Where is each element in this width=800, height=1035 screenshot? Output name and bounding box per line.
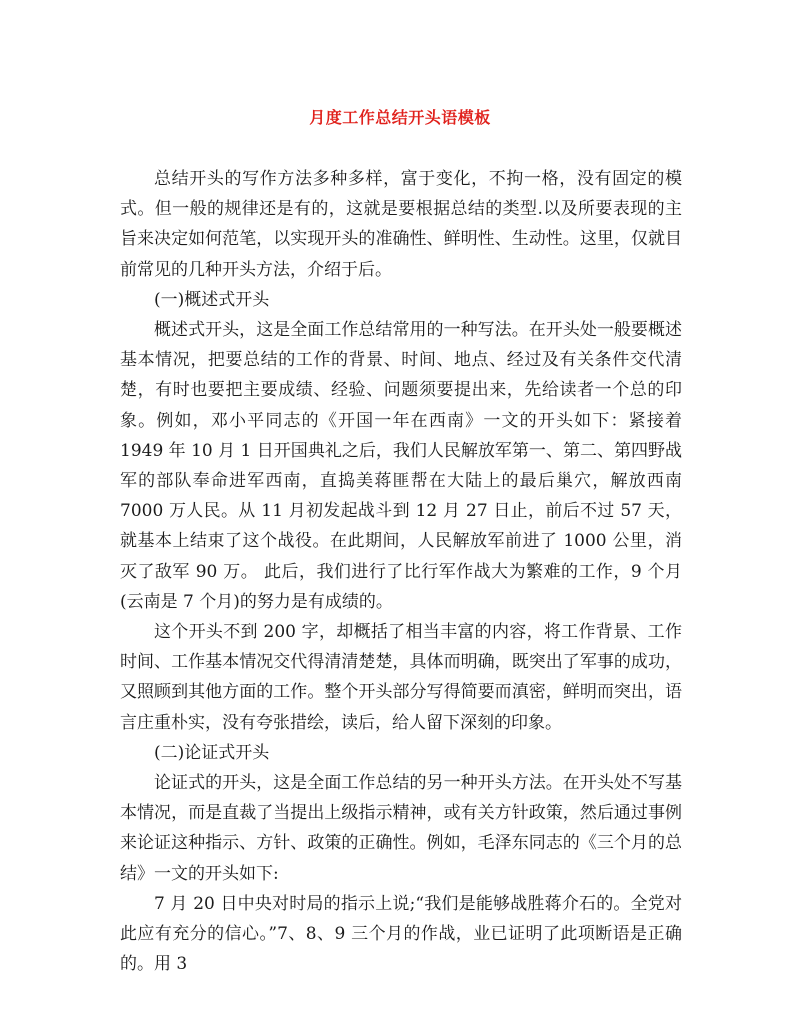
overview-analysis-paragraph: 这个开头不到 200 字，却概括了相当丰富的内容，将工作背景、工作时间、工作基本情况交代得清清楚楚，具体而明确，既突出了军事的成功，又照顾到其他方面的工作。整个开头部分写得简要而滇密，鲜明而突出，语言庄重朴实，没有夸张措绘，读后，给人留下深刻的印象。 xyxy=(120,622,682,733)
document-body xyxy=(120,164,682,979)
intro-paragraph: 总结开头的写作方法多种多样，富于变化，不拘一格，没有固定的模式。但一般的规律还是有的，这就是要根据总结的类型.以及所要表现的主旨来决定如何范笔，以实现开头的准确性、鲜明性、生动性。这里，仅就目前常见的几种开头方法，介绍于后。 xyxy=(120,169,682,280)
argument-paragraph: 论证式的开头，这是全面工作总结的另一种开头方法。在开头处不写基本情况，而是直裁了当提出上级指示精神，或有关方针政策，然后通过事例来论证这种指示、方针、政策的正确性。例如，毛泽东同志的《三个月的总结》一文的开头如下: xyxy=(120,773,682,884)
section-heading-overview: (一)概述式开头 xyxy=(154,289,270,310)
document-title: 月度工作总结开头语模板 xyxy=(309,108,491,127)
section-heading-argument: (二)论证式开头 xyxy=(154,742,270,763)
quote-paragraph: 7 月 20 日中央对时局的指示上说;“我们是能够战胜蒋介石的。全党对此应有充分的信心。”7、8、9 三个月的作战，业已证明了此项断语是正确的。用 3 xyxy=(120,893,682,975)
overview-paragraph: 概述式开头，这是全面工作总结常用的一种写法。在开头处一般要概述基本情况，把要总结的工作的背景、时间、地点、经过及有关条件交代清楚，有时也要把主要成绩、经验、问题须要提出来，先给读者一个总的印象。例如，邓小平同志的《开国一年在西南》一文的开头如下：紧接着 1949 年 10 月 1 日开国典礼之后，我们人民解放军第一、第二、第四野战军的部队奉命进军西南，直捣美蒋匪帮在大陆上的最后巢穴，解放西南 7000 万人民。从 11 月初发起战斗到 12 月 27 日止，前后不过 57 天，就基本上结束了这个战役。在此期间，人民解放军前进了 1000 公里，消灭了敌军 90 万。 此后，我们进行了比行军作战大为繁难的工作，9 个月(云南是 7 个月)的努力是有成绩的。 xyxy=(120,320,682,612)
